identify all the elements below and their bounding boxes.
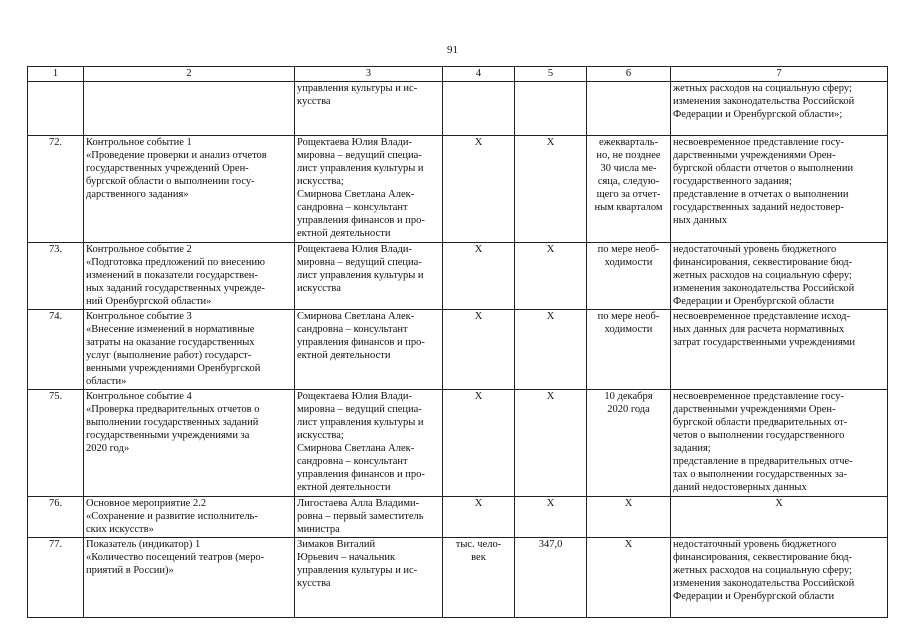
row-name: Основное мероприятие 2.2 «Сохранение и развитие исполнитель- ских искусств» [84,497,295,538]
row-value: X [515,310,587,390]
row-responsible: Зимаков Виталий Юрьевич – начальник управления культуры и ис- кусства [295,538,443,618]
table-row [28,82,888,136]
row-risks: несвоевременное представление госу- дарственными учреждениями Орен- бургской области предварительных от- четов о выполнении государственного задания; представление в предварительных отче- тах о выполнении государственных за- даний недостоверных данных [671,390,888,497]
row-name: Контрольное событие 3 «Внесение изменений в нормативные затраты на оказание государственных услуг (выполнение работ) государст- венными учреждениями Оренбургской области» [84,310,295,390]
row-number: 76. [28,497,84,538]
row-risks: недостаточный уровень бюджетного финансирования, секвестирование бюд- жетных расходов на социальную сферу; изменения законодательства Российской Федерации и Оренбургской области [671,538,888,618]
row-value: X [515,390,587,497]
row-number: 74. [28,310,84,390]
column-header: 6 [587,67,671,82]
row-unit: X [443,243,515,310]
row-unit: X [443,390,515,497]
row-responsible: Лигостаева Алла Владими- ровна – первый заместитель министра [295,497,443,538]
column-header: 3 [295,67,443,82]
row-number: 75. [28,390,84,497]
table-row [28,538,888,618]
row-risks: жетных расходов на социальную сферу; изменения законодательства Российской Федерации и Оренбургской области»; [671,82,888,136]
row-unit: X [443,136,515,243]
column-header: 4 [443,67,515,82]
row-term: ежекварталь- но, не позднее 30 числа ме- сяца, следую- щего за отчет- ным кварталом [587,136,671,243]
row-unit [443,82,515,136]
row-value: X [515,243,587,310]
row-risks: X [671,497,888,538]
row-term [587,82,671,136]
row-unit: тыс. чело- век [443,538,515,618]
row-responsible: Рощектаева Юлия Влади- мировна – ведущий специа- лист управления культуры и искусства; Смирнова Светлана Алек- сандровна – консультант управления финансов и про- ектной деятельности [295,390,443,497]
table-row [28,310,888,390]
table-row [28,497,888,538]
row-responsible: Рощектаева Юлия Влади- мировна – ведущий специа- лист управления культуры и искусства [295,243,443,310]
row-name [84,82,295,136]
row-term: по мере необ- ходимости [587,243,671,310]
column-header: 2 [84,67,295,82]
row-term: X [587,538,671,618]
row-unit: X [443,497,515,538]
plan-table [27,66,888,618]
row-term: X [587,497,671,538]
table-row [28,390,888,497]
row-risks: несвоевременное представление госу- дарственными учреждениями Орен- бургской области отчетов о выполнении государственного задания; представление в отчетах о выполнении государственных заданий недостовер- ных данных [671,136,888,243]
row-number: 73. [28,243,84,310]
table-row [28,243,888,310]
column-header: 1 [28,67,84,82]
row-number: 77. [28,538,84,618]
row-name: Контрольное событие 4 «Проверка предварительных отчетов о выполнении государственных заданий государственными учреждениями за 2020 год» [84,390,295,497]
row-unit: X [443,310,515,390]
row-responsible: Смирнова Светлана Алек- сандровна – консультант управления финансов и про- ектной деятельности [295,310,443,390]
row-name: Контрольное событие 2 «Подготовка предложений по внесению изменений в показатели государствен- ных заданий государственных учрежде- ний Оренбургской области» [84,243,295,310]
row-term: по мере необ- ходимости [587,310,671,390]
row-value: X [515,497,587,538]
row-number: 72. [28,136,84,243]
row-risks: несвоевременное представление исход- ных данных для расчета нормативных затрат государственными учреждениями [671,310,888,390]
row-value [515,82,587,136]
table-row [28,136,888,243]
row-value: 347,0 [515,538,587,618]
column-header: 5 [515,67,587,82]
row-risks: недостаточный уровень бюджетного финансирования, секвестирование бюд- жетных расходов на социальную сферу; изменения законодательства Российской Федерации и Оренбургской области [671,243,888,310]
header-row [28,67,888,82]
row-name: Показатель (индикатор) 1 «Количество посещений театров (меро- приятий в России)» [84,538,295,618]
row-term: 10 декабря 2020 года [587,390,671,497]
row-value: X [515,136,587,243]
column-header: 7 [671,67,888,82]
row-number [28,82,84,136]
page-number: 91 [447,44,458,56]
row-name: Контрольное событие 1 «Проведение проверки и анализ отчетов государственных учреждений Орен- бургской области о выполнении госу- дарственного задания» [84,136,295,243]
row-responsible: Рощектаева Юлия Влади- мировна – ведущий специа- лист управления культуры и искусства; Смирнова Светлана Алек- сандровна – консультант управления финансов и про- ектной деятельности [295,136,443,243]
row-responsible: управления культуры и ис- кусства [295,82,443,136]
